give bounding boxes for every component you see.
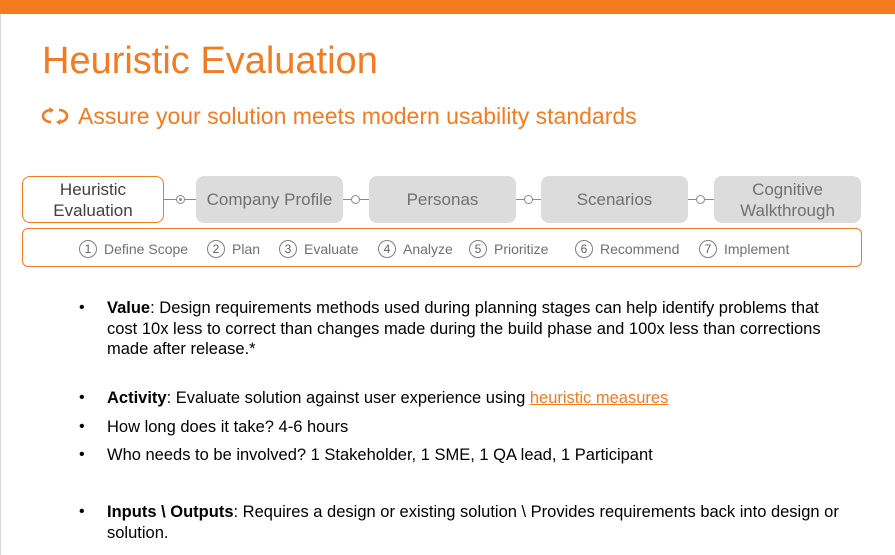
step-label: Evaluate bbox=[304, 241, 359, 257]
step-define-scope[interactable] bbox=[79, 239, 188, 259]
bullet-body: : Evaluate solution against user experience using bbox=[166, 389, 530, 407]
bullet-term: Outputs bbox=[170, 503, 234, 521]
bullet-term: Value bbox=[107, 299, 151, 317]
phase-scenarios[interactable] bbox=[541, 176, 688, 223]
step-number: 2 bbox=[207, 240, 225, 258]
step-label: Plan bbox=[232, 241, 261, 257]
bullet-marker: • bbox=[79, 503, 85, 520]
phase-cognitive-walkthrough[interactable] bbox=[714, 176, 861, 223]
bullet-marker: • bbox=[79, 446, 85, 463]
step-label: Recommend bbox=[600, 241, 680, 257]
connector-node bbox=[524, 195, 533, 204]
bullet-marker: • bbox=[79, 299, 85, 316]
bullet-separator: \ bbox=[156, 503, 171, 521]
connector-node bbox=[351, 195, 360, 204]
phase-label: Company Profile bbox=[206, 190, 333, 209]
phase-personas[interactable] bbox=[369, 176, 516, 223]
bullet-body: : Requires a design or existing solution \ Provides requirements back into design or solution. bbox=[107, 503, 839, 542]
phase-label: Cognitive Walkthrough bbox=[740, 179, 835, 220]
refresh-cycle-icon bbox=[40, 106, 70, 126]
step-label: Prioritize bbox=[494, 241, 549, 257]
bullet-body: : Design requirements methods used during planning stages can help identify problems that cost 10x less to correct than changes made during the build phase and 100x less than corrections made after release.* bbox=[107, 299, 821, 358]
step-number: 7 bbox=[699, 240, 717, 258]
step-implement[interactable] bbox=[699, 239, 789, 259]
step-evaluate[interactable] bbox=[279, 239, 358, 259]
slide-left-border bbox=[0, 14, 1, 555]
phase-label: Scenarios bbox=[576, 190, 653, 209]
bullet-marker: • bbox=[79, 418, 85, 435]
step-plan[interactable] bbox=[207, 239, 260, 259]
subtitle-row bbox=[40, 100, 637, 132]
step-number: 6 bbox=[575, 240, 593, 258]
bullet-activity bbox=[79, 388, 839, 409]
step-number: 4 bbox=[378, 240, 396, 258]
bullet-people bbox=[79, 445, 839, 466]
slide-title: Heuristic Evaluation bbox=[42, 40, 378, 82]
bullet-body: How long does it take? 4-6 hours bbox=[107, 418, 349, 436]
bullet-duration bbox=[79, 417, 839, 438]
step-number: 5 bbox=[469, 240, 487, 258]
step-label: Implement bbox=[724, 241, 790, 257]
bullet-term: Activity bbox=[107, 389, 167, 407]
bullet-body: Who needs to be involved? 1 Stakeholder, 1 SME, 1 QA lead, 1 Participant bbox=[107, 446, 653, 464]
top-accent-bar bbox=[0, 0, 895, 14]
phase-label: Heuristic Evaluation bbox=[53, 179, 133, 220]
step-prioritize[interactable] bbox=[469, 239, 548, 259]
slide-subtitle: Assure your solution meets modern usability standards bbox=[78, 102, 637, 129]
bullet-term: Inputs bbox=[107, 503, 157, 521]
connector-node bbox=[696, 195, 705, 204]
connector-dot bbox=[179, 198, 182, 201]
bullet-value bbox=[79, 298, 839, 360]
step-analyze[interactable] bbox=[378, 239, 453, 259]
bullet-inputs-outputs bbox=[79, 502, 839, 543]
phase-heuristic-evaluation[interactable] bbox=[22, 176, 164, 223]
step-number: 1 bbox=[79, 240, 97, 258]
step-label: Define Scope bbox=[104, 241, 189, 257]
step-label: Analyze bbox=[403, 241, 453, 257]
phase-label: Personas bbox=[406, 190, 479, 209]
phase-company-profile[interactable] bbox=[196, 176, 343, 223]
step-recommend[interactable] bbox=[575, 239, 679, 259]
heuristic-measures-link[interactable]: heuristic measures bbox=[529, 389, 669, 407]
bullet-marker: • bbox=[79, 389, 85, 406]
step-number: 3 bbox=[279, 240, 297, 258]
